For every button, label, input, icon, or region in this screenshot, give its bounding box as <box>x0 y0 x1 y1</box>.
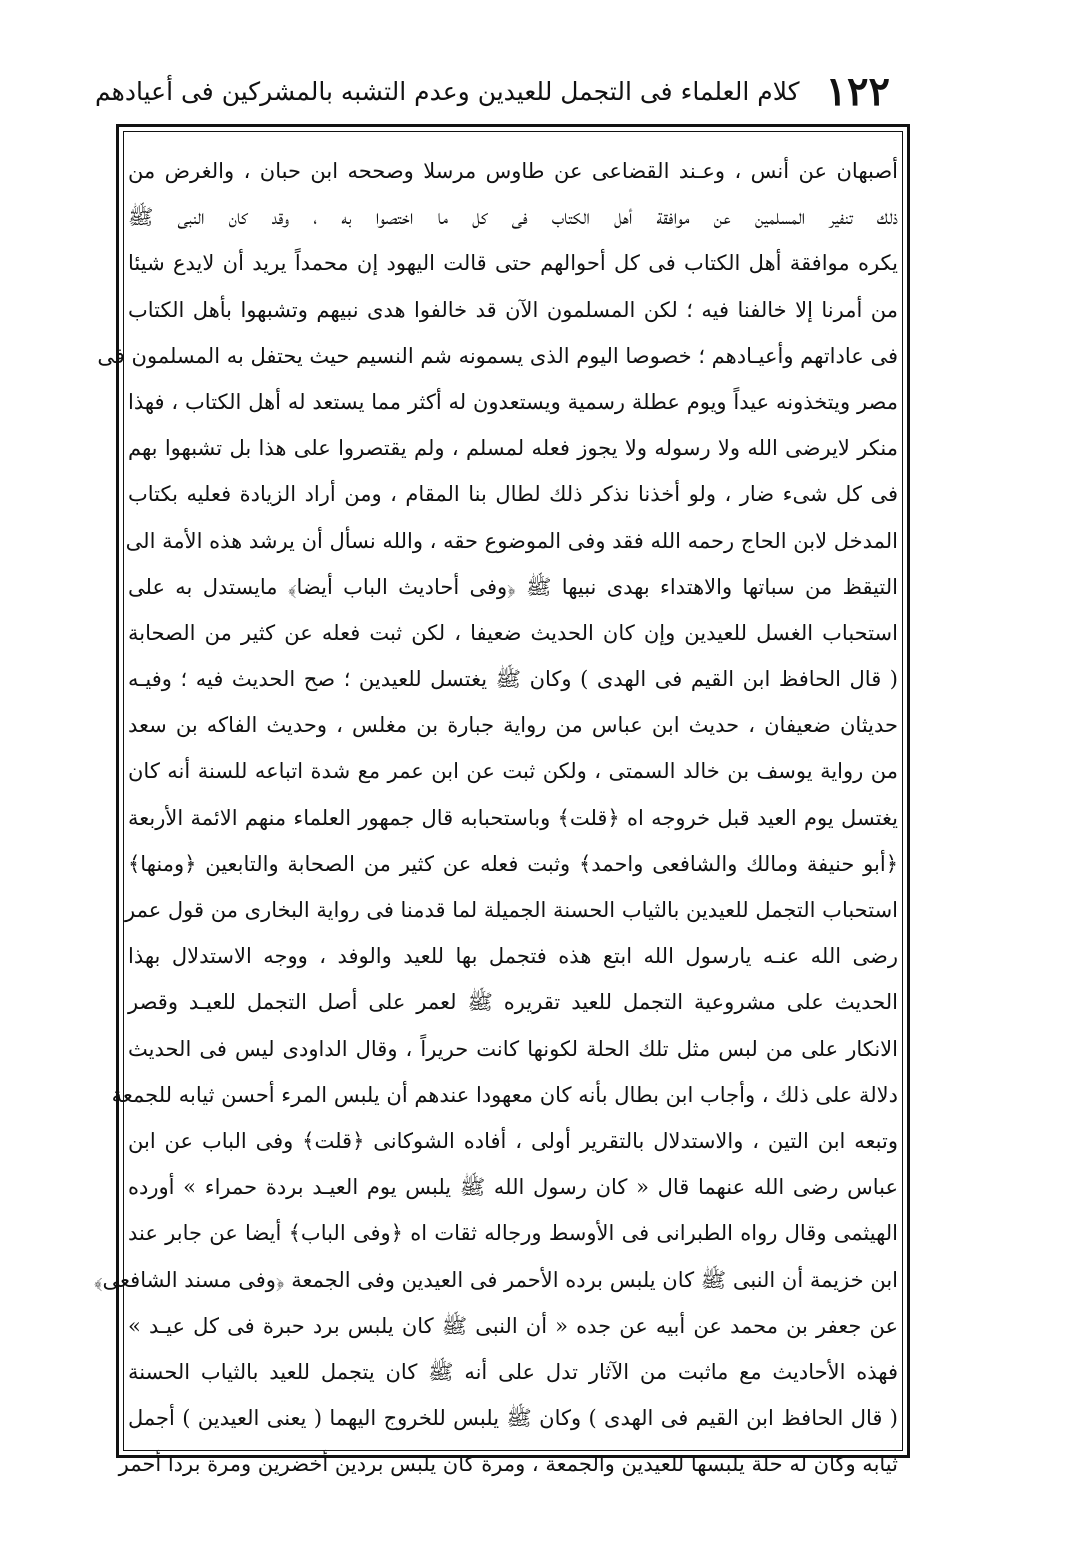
text-line-19: الحديث على مشروعية التجمل للعيد تقريره ﷺ لعمر على أصل التجمل للعيـد وقصر <box>128 990 898 1015</box>
page-header <box>95 66 890 116</box>
text-line-28: ( قال الحافظ ابن القيم فى الهدى ) وكان ﷺ يلبس للخروج اليهما ( يعنى العيدين ) أجمل <box>128 1406 898 1431</box>
text-line-13: حديثان ضعيفان ، حديث ابن عباس من رواية جبارة بن مغلس ، وحديث الفاكه بن سعد <box>128 713 898 738</box>
text-line-18: رضى الله عنـه يارسول الله ابتع هذه فتجمل بها للعيد والوفد ، ووجه الاستدلال بهذا <box>128 944 898 969</box>
text-line-10: التيقظ من سباتها والاهتداء بهدى نبيها ﷺ ﴿وفى أحاديث الباب أيضا﴾ مايستدل به على <box>128 574 898 599</box>
text-line-27: فهذه الأحاديث مع ماثبت من الآثار تدل على أنه ﷺ كان يتجمل للعيد بالثياب الحسنة <box>128 1359 898 1384</box>
text-line-21: دلالة على ذلك ، وأجاب ابن بطال بأنه كان معهودا عندهم أن يلبس المرء أحسن ثيابه للجمعة <box>111 1082 898 1107</box>
text-line-1: أصبهان عن أنس ، وعـند القضاعى عن طاوس مرسلا وصححه ابن حبان ، والغرض من <box>128 159 898 183</box>
text-line-23: عباس رضى الله عنهما قال « كان رسول الله ﷺ يلبس يوم العيـد بردة حمراء » أورده <box>128 1175 898 1200</box>
text-line-4: من أمرنا إلا خالفنا فيه ؛ لكن المسلمون الآن قد خالفوا هدى نبيهم وتشبهوا بأهل الكتاب <box>128 297 898 322</box>
running-title: كلام العلماء فى التجمل للعيدين وعدم التشبه بالمشركين فى أعيادهم <box>95 76 800 106</box>
text-line-25: ابن خزيمة أن النبى ﷺ كان يلبس برده الأحمر فى العيدين وفى الجمعة ﴿وفى مسند الشافعى﴾ <box>93 1267 898 1292</box>
text-line-15: يغتسل يوم العيد قبل خروجه اه ﴿قلت﴾ وباستحبابه قال جمهور العلماء منهم الائمة الأربعة <box>128 805 898 830</box>
text-line-7: منكر لايرضى الله ولا رسوله ولا يجوز فعله لمسلم ، ولم يقتصروا على هذا بل تشبهوا بهم <box>128 436 898 461</box>
text-line-11: استحباب الغسل للعيدين وإن كان الحديث ضعيفا ، لكن ثبت فعله عن كثير من الصحابة <box>128 620 898 645</box>
text-line-2: ذلك تنفير المسلمين عن موافقة أهل الكتاب فى كل ما اختصوا به ، وقد كان النبى ﷺ <box>128 205 898 230</box>
text-line-16: ﴿أبو حنيفة ومالك والشافعى واحمد﴾ وثبت فعله عن كثير من الصحابة والتابعين ﴿ومنها﴾ <box>128 851 898 876</box>
text-line-5: فى عاداتهم وأعيـادهم ؛ خصوصا اليوم الذى يسمونه شم النسيم حيث يحتفل به المسلمون فى <box>97 343 898 368</box>
text-line-22: وتبعه ابن التين ، والاستدلال بالتقرير أولى ، أفاده الشوكانى ﴿قلت﴾ وفى الباب عن ابن <box>128 1128 898 1153</box>
text-line-14: من رواية يوسف بن خالد السمتى ، ولكن ثبت عن ابن عمر مع شدة اتباعه للسنة أنه كان <box>128 759 898 784</box>
page-number: ١٢٢ <box>825 67 890 115</box>
text-line-12: ( قال الحافظ ابن القيم فى الهدى ) وكان ﷺ يغتسل للعيدين ؛ صح الحديث فيه ؛ وفيـه <box>128 667 898 692</box>
text-line-17: استحباب التجمل للعيدين بالثياب الحسنة الجميلة لما قدمنا فى رواية البخارى من قول عمر <box>124 898 898 922</box>
text-line-3: يكره موافقة أهل الكتاب فى كل أحوالهم حتى قالت اليهود إن محمداً يريد أن لايدع شيئا <box>128 251 898 276</box>
text-line-29: ثيابه وكان له حلة يلبسها للعيدين والجمعة ، ومرة كان يلبس بردين أخضرين ومرة بردا أحمر <box>118 1452 898 1477</box>
text-body <box>93 148 898 1477</box>
text-line-9: المدخل لابن الحاج رحمه الله فقد وفى الموضوع حقه ، والله نسأل أن يرشد هذه الأمة الى <box>125 528 898 553</box>
text-line-8: فى كل شىء ضار ، ولو أخذنا نذكر ذلك لطال بنا المقام ، ومن أراد الزيادة فعليه بكتاب <box>128 482 898 507</box>
text-line-24: الهيثمى وقال رواه الطبرانى فى الأوسط ورجاله ثقات اه ﴿وفى الباب﴾ أيضا عن جابر عند <box>128 1221 898 1246</box>
text-line-26: عن جعفر بن محمد عن أبيه عن جده « أن النبى ﷺ كان يلبس برد حبرة فى كل عيـد » <box>128 1313 898 1338</box>
text-line-6: مصر ويتخذونه عيداً ويوم عطلة رسمية ويستعدون له أكثر مما يستعد له أهل الكتاب ، فهذا <box>128 389 898 414</box>
text-line-20: الانكار على من لبس مثل تلك الحلة لكونها كانت حريراً ، وقال الداودى ليس فى الحديث <box>128 1036 898 1061</box>
